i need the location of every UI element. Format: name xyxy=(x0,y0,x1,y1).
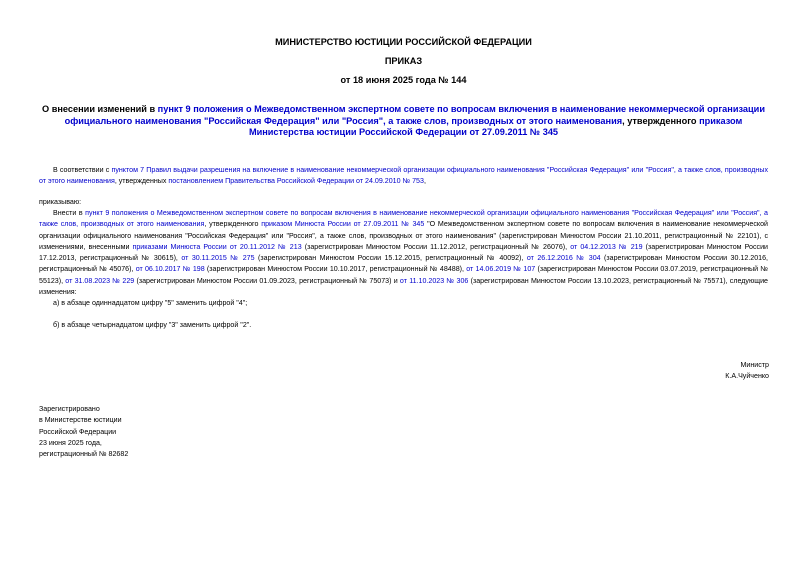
order-word: приказываю: xyxy=(39,198,82,206)
preamble-link-resolution-753[interactable]: постановлением Правительства Российской Федерации от 24.09.2010 № 753 xyxy=(168,177,424,186)
main-link-order-198[interactable]: от 06.10.2017 № 198 xyxy=(135,265,205,274)
main-link-order-345[interactable]: приказом Минюста России от 27.09.2011 № 345 xyxy=(261,220,425,229)
preamble-text-1: В соответствии с xyxy=(53,166,112,174)
main-link-order-107[interactable]: от 14.06.2019 № 107 xyxy=(466,265,536,274)
preamble-link-rules-clause-7[interactable]: пунктом 7 Правил выдачи разрешения на включение в наименование некоммерческой организации официального наименования "Российская Федерация" или "Россия", а также слов, производных от этого наименования xyxy=(39,166,768,186)
registration-line-5: регистрационный № 82682 xyxy=(39,450,129,459)
ministry-heading: МИНИСТЕРСТВО ЮСТИЦИИ РОССИЙСКОЙ ФЕДЕРАЦИИ xyxy=(275,37,532,47)
registration-line-1: Зарегистрировано xyxy=(39,405,100,413)
preamble-paragraph xyxy=(39,165,768,188)
main-text-2: , утвержденного xyxy=(204,220,262,229)
main-paragraph xyxy=(39,208,768,298)
signature-block xyxy=(725,360,769,383)
preamble-text-2: , утвержденных xyxy=(114,177,169,186)
registration-line-3: Российской Федерации xyxy=(39,427,117,436)
item-a: а) в абзаце одиннадцатом цифру "5" заменить цифрой "4"; xyxy=(53,299,248,307)
main-link-order-219[interactable]: от 04.12.2013 № 219 xyxy=(570,242,643,251)
date-number-heading: от 18 июня 2025 года № 144 xyxy=(340,75,467,85)
main-text-5: (зарегистрирован Минюстом России 17.12.2013, регистрационный № 30615), xyxy=(39,242,768,263)
main-text-9: (зарегистрирован Минюстом России 03.07.2019, регистрационный № 55123), xyxy=(39,265,768,285)
registration-block xyxy=(39,404,128,460)
signature-name: К.А.Чуйченко xyxy=(725,372,769,381)
registration-line-2: в Министерстве юстиции xyxy=(39,416,122,425)
main-text-6: (зарегистрирован Минюстом России 15.12.2015, регистрационный № 40092), xyxy=(254,254,527,263)
main-text-8: (зарегистрирован Минюстом России 10.10.2017, регистрационный № 48488), xyxy=(204,265,467,274)
main-text-3: "О Межведомственном экспертном совете по вопросам включения в наименование некоммерческой организации официального наименования "Российская Федерация" или "Россия", а также слов, производных от этого наименования" (зарегистрирован Минюстом России 21.10.2011, регистрационный № 22101), с изменениями, внесенными xyxy=(39,220,769,251)
main-text-4: (зарегистрирован Минюстом России 11.12.2012, регистрационный № 26076), xyxy=(301,242,571,251)
item-b: б) в абзаце четырнадцатом цифру "3" заменить цифрой "2". xyxy=(53,321,252,329)
title-text-1: О внесении изменений в xyxy=(42,104,158,114)
main-text-11: (зарегистрирован Минюстом России 13.10.2023, регистрационный № 75571), следующие изменения: xyxy=(39,276,769,297)
title-text-2: , утвержденного xyxy=(622,115,700,126)
title-link-clause-9[interactable]: пункт 9 положения о Межведомственном экспертном совете по вопросам включения в наименование некоммерческой организации официального наименования "Российская Федерация" или "Россия", а также слов, производных от этого наименования xyxy=(64,104,765,126)
signature-position: Министр xyxy=(740,361,769,369)
main-link-order-306[interactable]: от 11.10.2023 № 306 xyxy=(399,276,469,285)
document-title xyxy=(40,104,767,139)
doc-type-heading: ПРИКАЗ xyxy=(384,56,423,66)
main-link-order-229[interactable]: от 31.08.2023 № 229 xyxy=(65,276,135,285)
main-link-order-213[interactable]: приказами Минюста России от 20.11.2012 № 213 xyxy=(132,242,302,251)
main-link-clause-9[interactable]: пункт 9 положения о Межведомственном экспертном совете по вопросам включения в наименование некоммерческой организации официального наименования "Российская Федерация" или "Россия", а также слов, производных от этого наименования xyxy=(39,209,768,229)
registration-line-4: 23 июня 2025 года, xyxy=(39,438,102,447)
main-text-7: (зарегистрирован Минюстом России 30.12.2016, регистрационный № 45076), xyxy=(39,254,768,274)
main-text-10: (зарегистрирован Минюстом России 01.09.2023, регистрационный № 75073) и xyxy=(134,276,400,285)
preamble-text-3: , xyxy=(423,177,426,186)
main-link-order-275[interactable]: от 30.11.2015 № 275 xyxy=(181,254,255,263)
main-link-order-304[interactable]: от 26.12.2016 № 304 xyxy=(526,254,601,263)
main-text-1: Внести в xyxy=(53,209,86,217)
title-link-order-345[interactable]: приказом Министерства юстиции Российской Федерации от 27.09.2011 № 345 xyxy=(248,115,743,137)
